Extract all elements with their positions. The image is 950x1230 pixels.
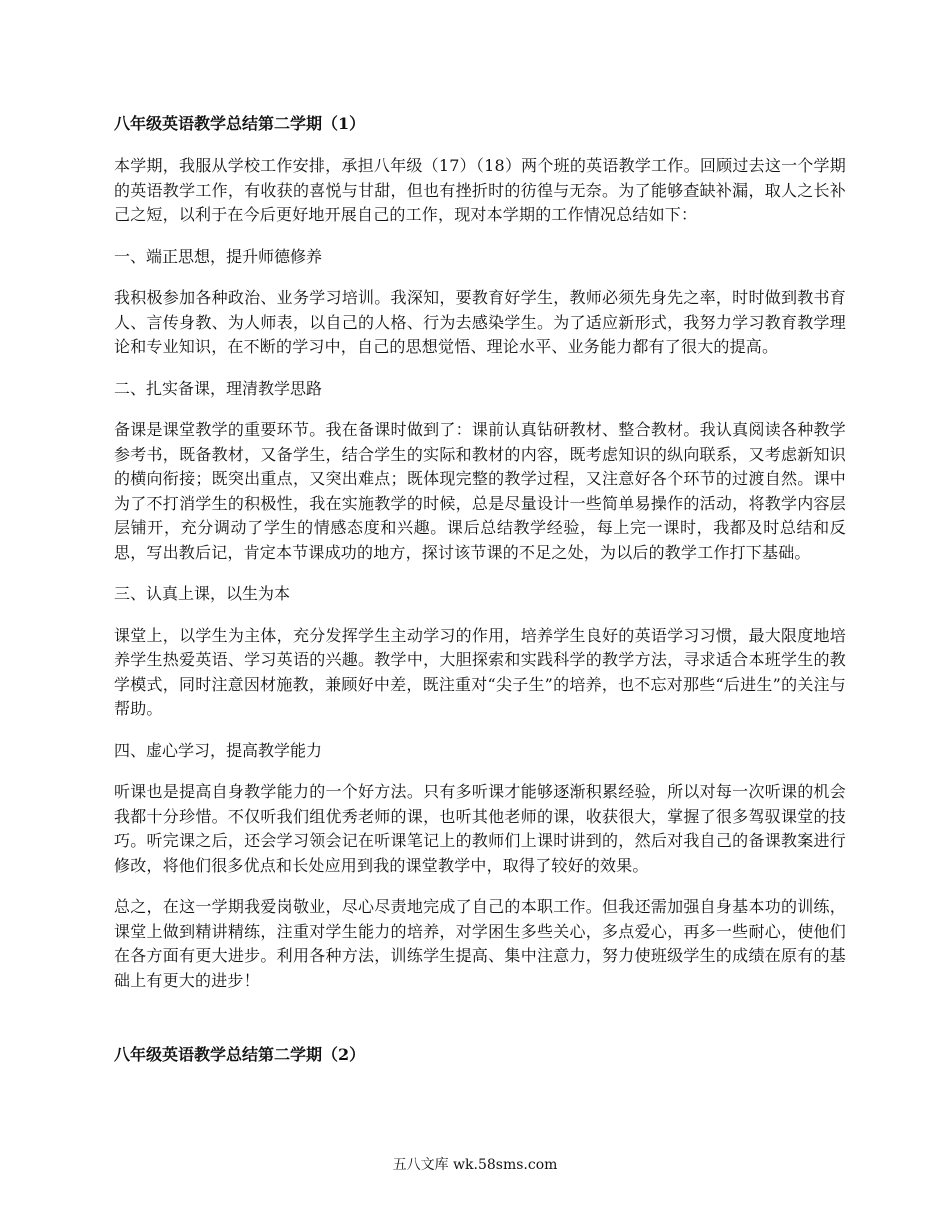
document-title-2: 八年级英语教学总结第二学期（2） — [114, 1045, 366, 1064]
section-3-heading: 三、认真上课，以生为本 — [114, 584, 291, 603]
section-1-body: 我积极参加各种政治、业务学习培训。我深知，要教育好学生，教师必须先身先之率，时时做到教书育人、言传身教、为人师表，以自己的人格、行为去感染学生。为了适应新形式，我努力学习教育教学理论和专业知识，在不断的学习中，自己的思想觉悟、理论水平、业务能力都有了很大的提高。 — [114, 288, 846, 356]
section-2-heading: 二、扎实备课，理清教学思路 — [114, 378, 323, 398]
section-4-body: 听课也是提高自身教学能力的一个好方法。只有多听课才能够逐渐积累经验，所以对每一次听课的机会我都十分珍惜。不仅听我们组优秀老师的课，也听其他老师的课，收获很大，掌握了很多驾驭课堂的技巧。听完课之后，还会学习领会记在听课笔记上的教师们上课时讲到的，然后对我自己的备课教案进行修改，将他们很多优点和长处应用到我的课堂教学中，取得了较好的效果。 — [114, 782, 846, 875]
document-title-1: 八年级英语教学总结第二学期（1） — [114, 114, 366, 133]
section-4-heading: 四、虚心学习，提高教学能力 — [114, 740, 323, 760]
intro-paragraph: 本学期，我服从学校工作安排，承担八年级（17）（18）两个班的英语教学工作。回顾过去这一个学期的英语教学工作，有收获的喜悦与甘甜，但也有挫折时的彷徨与无奈。为了能够查缺补漏，取人之长补己之短，以利于在今后更好地开展自己的工作，现对本学期的工作情况总结如下： — [114, 156, 846, 224]
section-spacer — [114, 1010, 846, 1043]
section-2-body: 备课是课堂教学的重要环节。我在备课时做到了：课前认真钻研教材、整合教材。我认真阅读各种教学参考书，既备教材，又备学生，结合学生的实际和教材的内容，既考虑知识的纵向联系，又考虑新知识的横向衔接；既突出重点，又突出难点；既体现完整的教学过程，又注意好各个环节的过渡自然。课中为了不打消学生的积极性，我在实施教学的时候，总是尽量设计一些简单易操作的活动，将教学内容层层铺开，充分调动了学生的情感态度和兴趣。课后总结教学经验，每上完一课时，我都及时总结和反思，写出教后记，肯定本节课成功的地方，探讨该节课的不足之处，为以后的教学工作打下基础。 — [114, 420, 846, 562]
document-page — [114, 112, 846, 1085]
footer-watermark: 五八文库 wk.58sms.com — [392, 1157, 558, 1173]
section-3-body: 课堂上，以学生为主体，充分发挥学生主动学习的作用，培养学生良好的英语学习习惯，最大限度地培养学生热爱英语、学习英语的兴趣。教学中，大胆探索和实践科学的教学方法，寻求适合本班学生的教学模式，同时注意因材施教，兼顾好中差，既注重对“尖子生”的培养，也不忘对那些“后进生”的关注与帮助。 — [114, 625, 846, 718]
conclusion-paragraph: 总之，在这一学期我爱岗敬业，尽心尽责地完成了自己的本职工作。但我还需加强自身基本功的训练，课堂上做到精讲精练，注重对学生能力的培养，对学困生多些关心，多点爱心，再多一些耐心，使他们在各方面有更大进步。利用各种方法，训练学生提高、集中注意力，努力使班级学生的成绩在原有的基础上有更大的进步！ — [114, 897, 846, 990]
section-1-heading: 一、端正思想，提升师德修养 — [114, 246, 323, 266]
